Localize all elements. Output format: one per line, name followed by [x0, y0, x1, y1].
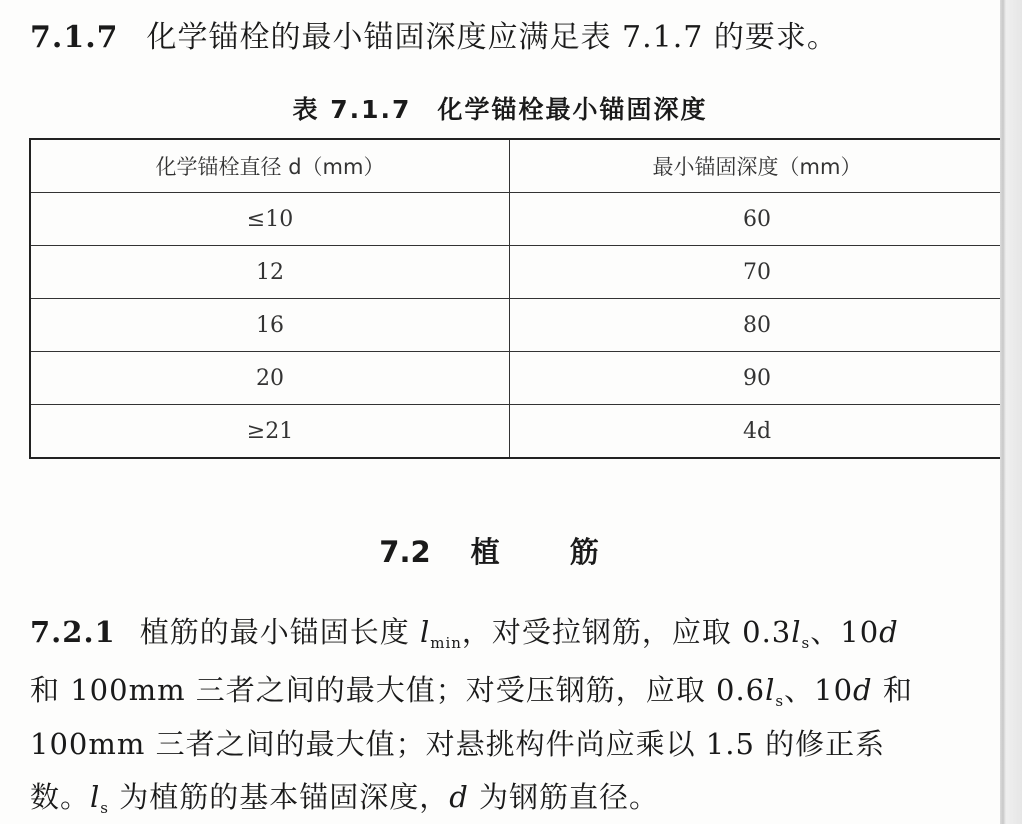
section-title-part2: 筋 — [569, 535, 599, 569]
cell-diameter: 20 — [30, 352, 510, 405]
table-row — [30, 299, 1005, 352]
text-run: 植筋的最小锚固长度 — [139, 615, 420, 649]
cell-diameter: ≥21 — [30, 405, 510, 459]
page-edge-shadow — [1000, 0, 1022, 824]
cell-depth: 80 — [510, 299, 1006, 352]
cell-diameter: 16 — [30, 299, 510, 352]
cell-depth: 4d — [510, 405, 1006, 459]
section-number: 7.2 — [379, 535, 431, 569]
table-row — [30, 246, 1005, 299]
cell-depth: 90 — [510, 352, 1006, 405]
text-run: ，对受拉钢筋，应取 0.3 — [461, 615, 792, 649]
header-diameter: 化学锚栓直径 d（mm） — [30, 139, 510, 193]
subscript: s — [801, 634, 811, 652]
clause-number: 7.2.1 — [30, 615, 116, 649]
clause-7-2-1-line-4 — [30, 775, 659, 817]
text-run: 和 — [872, 673, 913, 707]
variable: l — [419, 615, 431, 649]
clause-number: 7.1.7 — [30, 20, 119, 55]
clause-text: 化学锚栓的最小锚固深度应满足表 7.1.7 的要求。 — [146, 20, 838, 55]
table-row — [30, 405, 1005, 459]
text-run: 100mm 三者之间的最大值；对悬挑构件尚应乘以 1.5 的修正系 — [30, 727, 886, 761]
table-row — [30, 352, 1005, 405]
table-row — [30, 193, 1005, 246]
table-number: 表 7.1.7 — [292, 95, 412, 124]
variable: d — [879, 615, 899, 649]
variable: d — [449, 780, 469, 814]
clause-7-2-1-line-2 — [30, 668, 913, 710]
subscript: min — [430, 634, 462, 652]
clause-7-2-1-line-1 — [30, 610, 899, 652]
table-caption — [0, 90, 1000, 126]
text-run: 、10 — [810, 615, 880, 649]
text-run: 为植筋的基本锚固深度， — [109, 780, 450, 814]
table-header-row — [30, 139, 1005, 193]
variable: d — [853, 673, 873, 707]
anchor-depth-table — [29, 138, 1006, 459]
text-run: 和 100mm 三者之间的最大值；对受压钢筋，应取 0.6 — [30, 673, 766, 707]
cell-diameter: 12 — [30, 246, 510, 299]
clause-7-2-1-line-3 — [30, 722, 885, 763]
table-title: 化学锚栓最小锚固深度 — [437, 95, 708, 124]
subscript: s — [100, 799, 109, 817]
text-run: 、10 — [784, 673, 854, 707]
variable: l — [90, 780, 101, 814]
section-title-part1: 植 — [470, 535, 500, 569]
cell-depth: 70 — [510, 246, 1006, 299]
header-min-depth: 最小锚固深度（mm） — [510, 139, 1006, 193]
subscript: s — [775, 692, 785, 710]
text-run: 数。 — [30, 780, 91, 814]
variable: l — [765, 673, 776, 707]
text-run: 为钢筋直径。 — [468, 780, 660, 814]
cell-depth: 60 — [510, 193, 1006, 246]
cell-diameter: ≤10 — [30, 193, 510, 246]
section-heading — [0, 530, 978, 571]
variable: l — [791, 615, 802, 649]
clause-7-1-7 — [30, 12, 838, 56]
